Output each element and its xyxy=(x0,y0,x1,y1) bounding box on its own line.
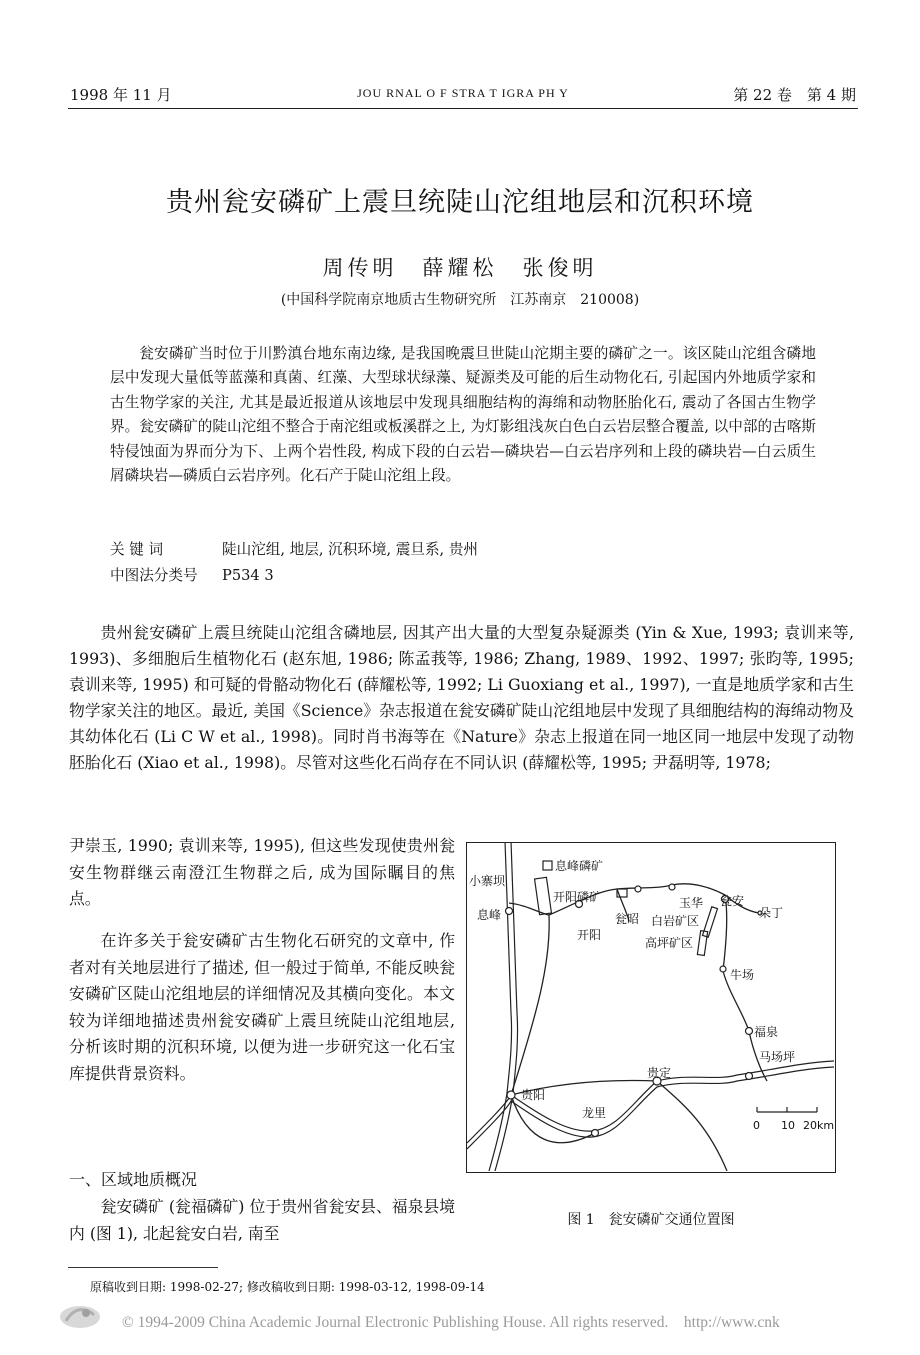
left-column-paragraph-3: 瓮安磷矿 (瓮福磷矿) 位于贵州省瓮安县、福泉县境内 (图 1), 北起瓮安白岩, 南至 xyxy=(69,1197,455,1243)
received-dates-footnote: 原稿收到日期: 1998-02-27; 修改稿收到日期: 1998-03-12, 1998-09-14 xyxy=(90,1280,485,1294)
label-wengan: 瓮安 xyxy=(720,894,745,908)
station-niuchang xyxy=(720,966,726,972)
xifeng-mine-marker xyxy=(543,861,552,870)
station-machangping xyxy=(746,1073,753,1080)
station-yuhua xyxy=(669,884,675,890)
kaiyang-mine-area xyxy=(535,877,552,914)
road-guiding-south xyxy=(657,1081,727,1171)
paper-authors: 周传明 薛耀松 张俊明 xyxy=(322,256,598,280)
label-guiding: 贵定 xyxy=(647,1066,672,1080)
copyright-banner xyxy=(56,1301,920,1337)
label-niuchang: 牛场 xyxy=(730,968,755,982)
running-header xyxy=(70,84,856,108)
label-fuquan: 福泉 xyxy=(754,1025,779,1039)
classification-label: 中图法分类号 xyxy=(110,567,198,584)
left-column-paragraph-1: 尹崇玉, 1990; 袁训来等, 1995), 但这些发现使贵州瓮安生物群继云南澄江生物群之后, 成为国际瞩目的焦点。 xyxy=(69,836,455,909)
label-baiyan: 白岩矿区 xyxy=(651,914,700,928)
station-xifeng xyxy=(506,908,513,915)
section-heading: 一、区域地质概况 xyxy=(69,1170,198,1189)
label-scale-10: 10 xyxy=(781,1119,795,1132)
figure-caption: 图 1 瓮安磷矿交通位置图 xyxy=(567,1212,735,1228)
location-map xyxy=(467,843,834,1171)
keywords-text: 陡山沱组, 地层, 沉积环境, 震旦系, 贵州 xyxy=(222,541,479,558)
label-duoding: 朵丁 xyxy=(759,906,784,920)
label-yuhua: 玉华 xyxy=(679,896,704,910)
station-longli xyxy=(592,1130,599,1137)
station-guiyang xyxy=(507,1091,515,1099)
classification-row xyxy=(110,564,274,585)
abstract: 瓮安磷矿当时位于川黔滇台地东南边缘, 是我国晚震旦世陡山沱期主要的磷矿之一。该区陡山沱组含磷地层中发现大量低等蓝藻和真菌、红藻、大型球状绿藻、疑源类及可能的后生动物化石, 引起国内外地质学家和古生物学家的关注, 尤其是最近报道从该地层中发现具细胞结构的海绵和动物胚胎化石, 震动了各国古生物学界。瓮安磷矿的陡山沱组不整合于南沱组或板溪群之上, 为灯影组浅灰白色白云岩层整合覆盖, 以中部的古喀斯特侵蚀面为界而分为下、上两个岩性段, 构成下段的白云岩—磷块岩—白云岩序列和上段的磷块岩—白云质生屑磷块岩—磷质白云岩序列。化石产于陡山沱组上段。 xyxy=(110,345,816,485)
label-machangping: 马场坪 xyxy=(759,1050,796,1064)
keywords-label: 关 键 词 xyxy=(110,541,164,558)
left-column-paragraph-2: 在许多关于瓮安磷矿古生物化石研究的文章中, 作者对有关地层进行了描述, 但一般过于简单, 不能反映瓮安磷矿区陡山沱组地层的详细情况及其横向变化。本文较为详细地描述贵州瓮安磷矿上震旦统陡山沱组地层, 分析该时期的沉积环境, 以便为进一步研究这一化石宝库提供背景资料。 xyxy=(69,931,455,1083)
label-kaiyang-mine: 开阳磷矿 xyxy=(553,890,602,904)
header-date: 1998 年 11 月 xyxy=(70,86,172,104)
label-scale-0: 0 xyxy=(753,1119,760,1132)
keywords-row xyxy=(110,538,478,559)
header-journal: JOU RNAL O F STRA T IGRA PH Y xyxy=(357,86,569,100)
classification-text: P534 3 xyxy=(222,567,274,584)
author-affiliation: (中国科学院南京地质古生物研究所 江苏南京 210008) xyxy=(280,292,640,308)
label-xifeng-mine: 息峰磷矿 xyxy=(555,859,604,873)
label-xiaozhaiba: 小寨坝 xyxy=(469,874,506,888)
station-yuhua-west xyxy=(635,886,641,892)
label-kaiyang: 开阳 xyxy=(577,928,602,942)
baiyan-mine-area xyxy=(703,907,718,937)
cnki-logo-icon xyxy=(56,1301,104,1335)
header-rule xyxy=(68,108,858,109)
label-scale-20: 20km xyxy=(803,1119,834,1132)
label-wengzhao: 瓮昭 xyxy=(615,912,640,926)
label-guiyang: 贵阳 xyxy=(521,1088,546,1102)
footnote-rule xyxy=(68,1267,218,1268)
label-xifeng: 息峰 xyxy=(477,908,502,922)
scale-bar xyxy=(757,1107,817,1112)
intro-paragraph: 贵州瓮安磷矿上震旦统陡山沱组含磷地层, 因其产出大量的大型复杂疑源类 (Yin & Xue, 1993; 袁训来等, 1993)、多细胞后生植物化石 (赵东旭, 1986; 陈孟莪等, 1986; Zhang, 1989、1992、1997; 张昀等, 1995; 袁训来等, 1995) 和可疑的骨骼动物化石 (薛耀松等, 1992; Li Guoxiang et al., 1997), 一直是地质学家和古生物学家关注的地区。最近, 美国《Science》杂志报道在瓮安磷矿陡山沱组地层中发现了具细胞结构的海绵动物及其幼体化石 (Li C W et al., 1998)。同时肖书海等在《Nature》杂志上报道在同一地区同一地层中发现了动物胚胎化石 (Xiao et al., 1998)。尽管对这些化石尚存在不同认识 (薛耀松等, 1995; 尹磊明等, 1978; xyxy=(69,623,854,772)
station-fuquan xyxy=(746,1028,753,1035)
paper-title: 贵州瓮安磷矿上震旦统陡山沱组地层和沉积环境 xyxy=(166,187,754,218)
label-gaoping: 高坪矿区 xyxy=(645,936,694,950)
copyright-text: © 1994-2009 China Academic Journal Electronic Publishing House. All rights reserved. http://www.cnk xyxy=(122,1314,780,1331)
location-map-figure xyxy=(466,842,836,1173)
header-volume: 第 22 卷 第 4 期 xyxy=(733,86,856,104)
label-longli: 龙里 xyxy=(582,1106,607,1120)
